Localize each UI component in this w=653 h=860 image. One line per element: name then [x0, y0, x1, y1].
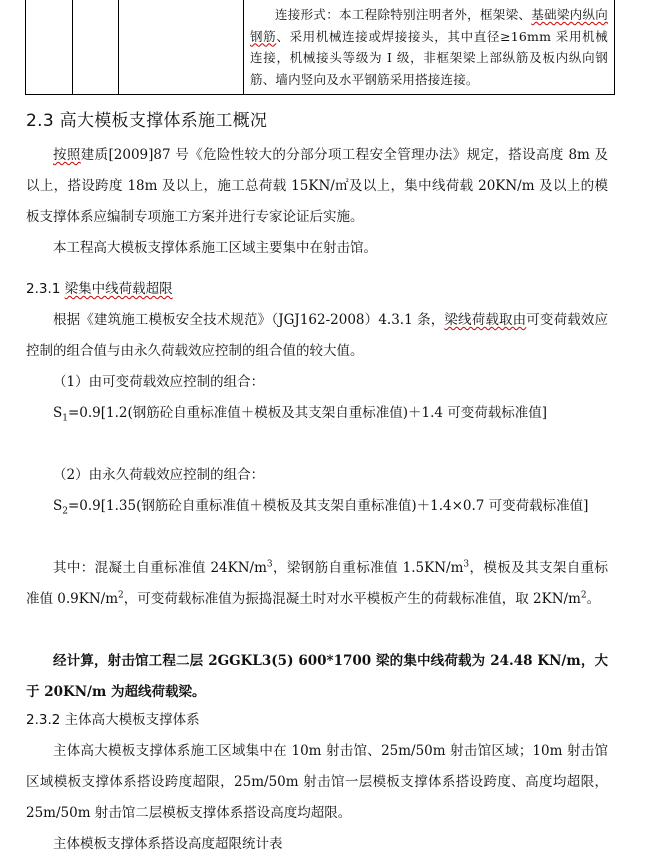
superscript: 2 — [580, 590, 587, 601]
subsection-number: 2.3.1 — [26, 281, 65, 297]
formula-symbol: S — [53, 405, 63, 421]
text-run: 根据《建筑施工模板安全技术规范》（JGJ162-2008）4.3.1 条， — [53, 312, 445, 328]
formula-subscript: 2 — [62, 506, 68, 517]
spec-paragraph — [26, 305, 608, 367]
connection-description — [244, 0, 614, 90]
subsection-title-2: 2.3.2 主体高大模板支撑体系 — [26, 712, 200, 728]
formula-symbol: S — [53, 498, 63, 514]
load-notes — [26, 553, 608, 615]
table-caption: 主体模板支撑体系搭设高度超限统计表 — [53, 836, 283, 852]
intro-paragraph-2: 本工程高大模板支撑体系施工区域主要集中在射击馆。 — [53, 240, 377, 256]
text-run: 其中：混凝土自重标准值 24KN/m — [53, 560, 267, 576]
table-cell-content — [244, 0, 615, 95]
flagged-text: 按照 — [53, 147, 81, 163]
flagged-text: 钢筋 — [250, 28, 277, 44]
text-run: 、采用机械连接或焊接接头，其中直径≥16mm 采用机械连接，机械接头等级为 I 级，非框架梁上部纵筋及板内纵向钢筋、墙内竖向及水平钢筋采用搭接连接。 — [250, 28, 608, 87]
text-run: 连接形式：本工程除特别注明者外，框架梁、 — [275, 7, 532, 22]
conclusion-paragraph: 经计算，射击馆工程二层 2GGKL3(5) 600*1700 梁的集中线荷载为 24.48 KN/m，大于 20KN/m 为超线荷载梁。 — [26, 653, 608, 700]
superscript: 2 — [118, 590, 124, 601]
combination-item-1: （1）由可变荷载效应控制的组合： — [53, 374, 265, 390]
flagged-text: 梁线荷载取由 — [444, 312, 527, 328]
superscript: 3 — [266, 559, 273, 570]
subsection-title — [26, 277, 173, 297]
table-fragment — [25, 0, 614, 96]
text-run: ，可变荷载标准值为振捣混凝土时对水平模板产生的荷载标准值，取 2KN/m — [123, 591, 581, 607]
formula-text: =0.9[1.2(钢筋砼自重标准值＋模板及其支架自重标准值)＋1.4 可变荷载标准值] — [67, 405, 548, 421]
combination-item-2: （2）由永久荷载效应控制的组合： — [53, 467, 265, 483]
table-cell — [119, 0, 244, 95]
intro-paragraph — [26, 140, 608, 233]
scope-paragraph: 主体高大模板支撑体系施工区域集中在 10m 射击馆、25m/50m 射击馆区域；10m 射击馆区域模板支撑体系搭设跨度超限，25m/50m 射击馆一层模板支撑体系搭设跨度、高度均超限，25m/50m 射击馆二层模板支撑体系搭设高度均超限。 — [26, 743, 608, 821]
subsection-text: 梁集中线荷载超限 — [64, 281, 173, 297]
flagged-text: 基础梁内纵向 — [531, 7, 608, 22]
superscript: 3 — [463, 559, 470, 570]
section-title: 2.3 高大模板支撑体系施工概况 — [26, 111, 268, 131]
text-run: 。 — [586, 591, 601, 607]
text-run: 可变荷载效应控制的组合值与由永久荷载效应控制的组合值的较大值。 — [26, 312, 609, 359]
formula-s2 — [26, 491, 608, 522]
table-cell — [25, 0, 73, 95]
table-cell — [72, 0, 119, 95]
text-run: 建质[2009]87 号《危险性较大的分部分项工程安全管理办法》规定，搭设高度 8m 及以上，搭设跨度 18m 及以上，施工总荷载 15KN/㎡及以上，集中线荷载 20KN/m 及以上的模板支撑体系应编制专项施工方案并进行专家论证后实施。 — [26, 147, 609, 225]
text-run: ，梁钢筋自重标准值 1.5KN/m — [272, 560, 464, 576]
formula-s1 — [26, 398, 608, 429]
formula-subscript: 1 — [62, 413, 68, 424]
text-run: ，模板及其支架自重标准值 0.9KN/m — [26, 560, 609, 607]
formula-text: =0.9[1.35(钢筋砼自重标准值＋模板及其支架自重标准值)＋1.4×0.7 可变荷载标准值] — [67, 498, 589, 514]
